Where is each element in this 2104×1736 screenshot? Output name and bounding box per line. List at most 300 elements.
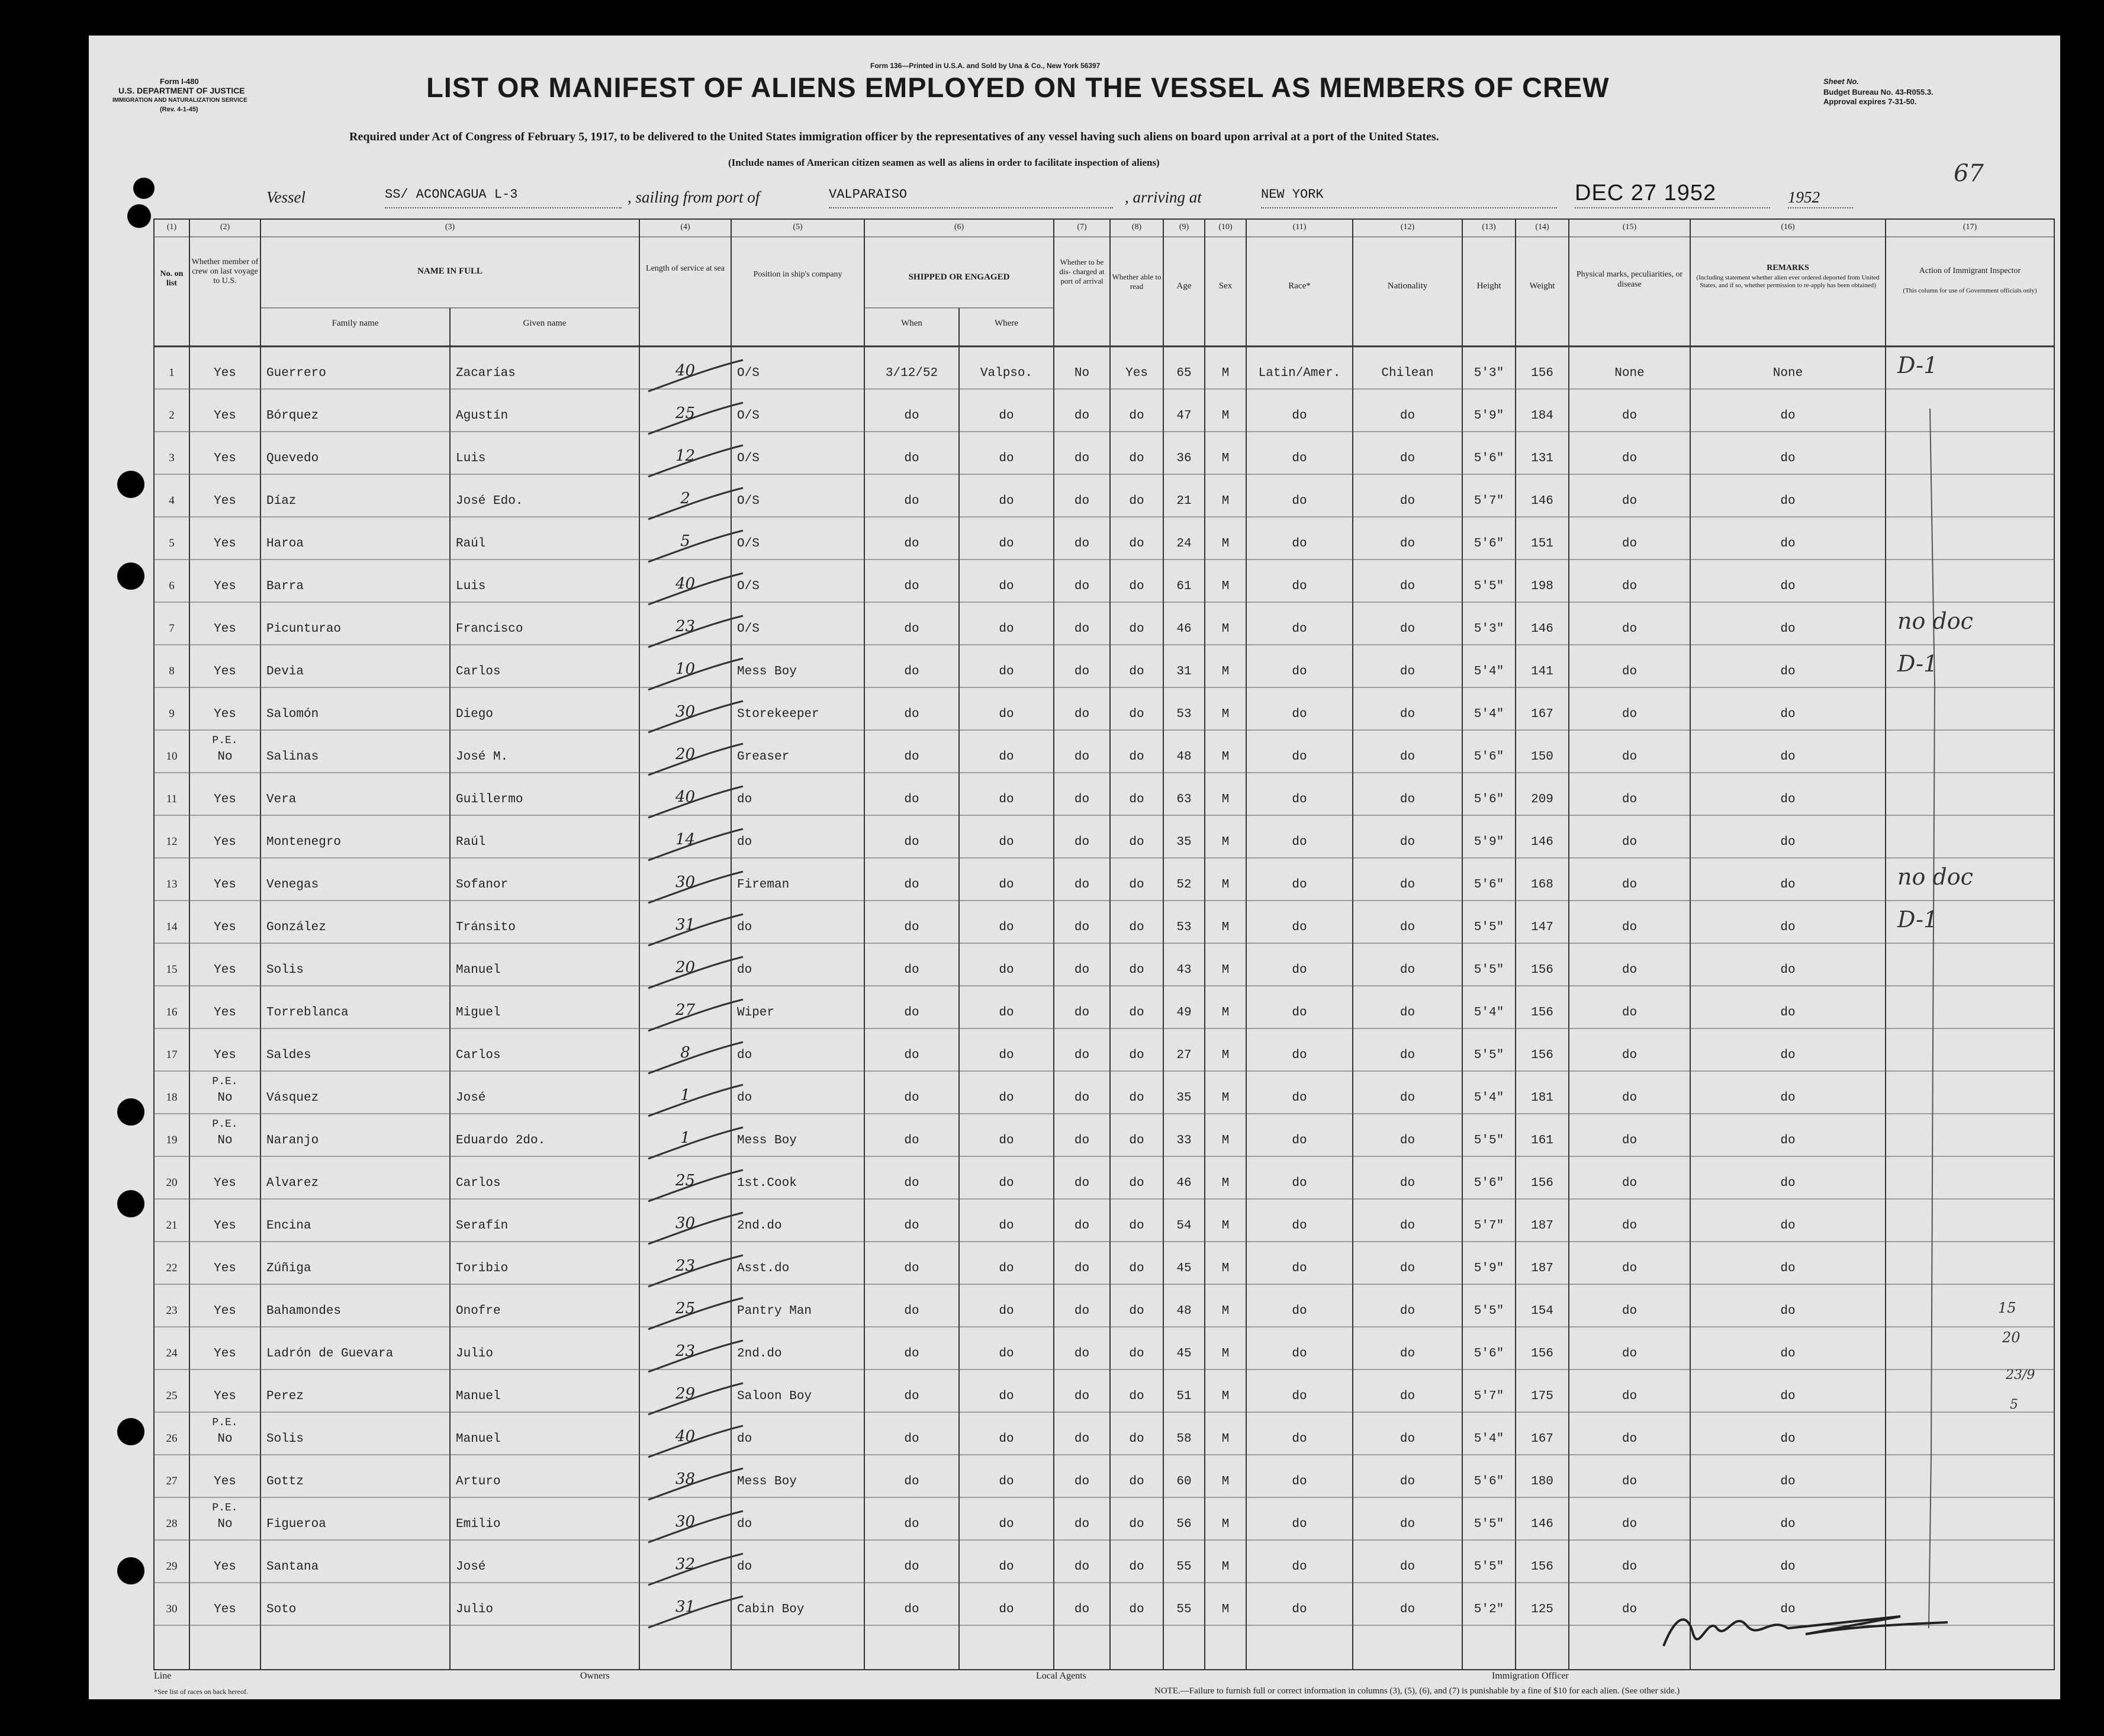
- cell-able-to-read: do: [1129, 1049, 1144, 1062]
- cell-member-last-voyage: Yes: [214, 963, 236, 977]
- punch-hole: [117, 1418, 144, 1445]
- cell-age: 31: [1176, 665, 1192, 679]
- margin-note-23-9: 23/9: [2006, 1368, 2035, 1383]
- cell-physical-marks: do: [1622, 708, 1637, 721]
- cell-physical-marks: do: [1622, 963, 1637, 977]
- cell-weight: 198: [1531, 580, 1553, 593]
- cell-shipped-when: do: [904, 835, 919, 849]
- cell-weight: 146: [1531, 494, 1553, 508]
- cell-nationality: do: [1400, 494, 1415, 508]
- cell-age: 61: [1176, 580, 1192, 593]
- header-family-name: Family name: [332, 319, 379, 328]
- cell-able-to-read: do: [1129, 708, 1144, 721]
- cell-sex: M: [1221, 963, 1230, 977]
- cell-remarks: do: [1780, 1262, 1796, 1275]
- cell-sex: M: [1221, 1518, 1230, 1531]
- cell-shipped-when: do: [904, 537, 919, 551]
- cell-family-name: Devia: [266, 665, 304, 679]
- cell-able-to-read: do: [1129, 835, 1144, 849]
- cell-sex: M: [1221, 1304, 1230, 1318]
- cell-given-name: Sofanor: [456, 878, 509, 892]
- col-num-2: (2): [220, 223, 230, 232]
- col-num-11: (11): [1292, 223, 1307, 232]
- cell-weight: 184: [1531, 409, 1553, 423]
- cell-sex: M: [1221, 1347, 1230, 1361]
- header-nationality: Nationality: [1387, 281, 1428, 291]
- cell-length-of-service: 27: [675, 1001, 696, 1019]
- cell-length-of-service: 30: [675, 1214, 696, 1232]
- cell-weight: 146: [1531, 622, 1553, 636]
- header-remarks-note: (Including statement whether alien ever ordered deported from United States, and if so, whether permission to re-apply has been obtained): [1696, 274, 1880, 289]
- cell-able-to-read: do: [1129, 1134, 1144, 1147]
- cell-length-of-service: 40: [675, 575, 696, 593]
- cell-remarks: do: [1780, 494, 1796, 508]
- cell-discharged: do: [1074, 708, 1090, 721]
- cell-position: Greaser: [737, 750, 790, 764]
- cell-sex: M: [1221, 793, 1230, 806]
- officer-signature: [1652, 1593, 1960, 1664]
- cell-pe-mark: P.E.: [212, 735, 238, 747]
- cell-able-to-read: do: [1129, 580, 1144, 593]
- table-row: [89, 346, 2060, 389]
- cell-position: O/S: [737, 580, 760, 593]
- cell-discharged: do: [1074, 921, 1090, 934]
- cell-remarks: do: [1780, 963, 1796, 977]
- cell-position: 1st.Cook: [737, 1176, 797, 1190]
- cell-given-name: Zacarías: [456, 367, 516, 380]
- cell-remarks: do: [1780, 1134, 1796, 1147]
- cell-race: Latin/Amer.: [1258, 367, 1341, 380]
- cell-shipped-where: do: [999, 921, 1014, 934]
- cell-family-name: Venegas: [266, 878, 319, 892]
- cell-discharged: do: [1074, 1518, 1090, 1531]
- cell-shipped-when: do: [904, 452, 919, 465]
- table-row: [89, 687, 2060, 730]
- cell-member-last-voyage: No: [217, 1518, 233, 1531]
- cell-length-of-service: 31: [675, 916, 696, 934]
- vessel-label: Vessel: [266, 188, 305, 206]
- cell-shipped-when: do: [904, 1518, 919, 1531]
- cell-family-name: Quevedo: [266, 452, 319, 465]
- cell-able-to-read: do: [1129, 750, 1144, 764]
- cell-member-last-voyage: Yes: [214, 1390, 236, 1403]
- table-row: [89, 1327, 2060, 1369]
- cell-nationality: do: [1400, 793, 1415, 806]
- cell-weight: 156: [1531, 367, 1553, 380]
- cell-age: 45: [1176, 1262, 1192, 1275]
- cell-physical-marks: do: [1622, 1603, 1637, 1616]
- table-row: [89, 517, 2060, 560]
- cell-given-name: Eduardo 2do.: [456, 1134, 546, 1147]
- cell-age: 54: [1176, 1219, 1192, 1233]
- cell-shipped-when: do: [904, 1390, 919, 1403]
- cell-discharged: No: [1074, 367, 1090, 380]
- cell-inspector-action: D-1: [1897, 651, 1938, 677]
- cell-length-of-service: 14: [675, 831, 696, 848]
- cell-shipped-when: do: [904, 1432, 919, 1446]
- cell-given-name: José Edo.: [456, 494, 523, 508]
- table-row: [89, 389, 2060, 432]
- cell-discharged: do: [1074, 622, 1090, 636]
- cell-position: Wiper: [737, 1006, 775, 1020]
- cell-physical-marks: do: [1622, 1134, 1637, 1147]
- cell-race: do: [1292, 1262, 1307, 1275]
- cell-race: do: [1292, 1518, 1307, 1531]
- header-length-service: Length of service at sea: [646, 264, 725, 273]
- cell-nationality: do: [1400, 1176, 1415, 1190]
- cell-discharged: do: [1074, 1390, 1090, 1403]
- cell-shipped-where: do: [999, 793, 1014, 806]
- col-num-14: (14): [1535, 223, 1549, 232]
- cell-member-last-voyage: Yes: [214, 1219, 236, 1233]
- margin-note-5: 5: [2010, 1397, 2018, 1412]
- cell-family-name: González: [266, 921, 326, 934]
- cell-sex: M: [1221, 1390, 1230, 1403]
- header-weight: Weight: [1529, 281, 1555, 291]
- cell-row-number: 15: [166, 963, 178, 976]
- cell-shipped-where: do: [999, 835, 1014, 849]
- cell-sex: M: [1221, 1603, 1230, 1616]
- cell-shipped-when: do: [904, 1091, 919, 1105]
- col-num-7: (7): [1077, 223, 1087, 232]
- table-row: [89, 901, 2060, 943]
- cell-shipped-when: do: [904, 1603, 919, 1616]
- col-num-13: (13): [1482, 223, 1496, 232]
- table-row: [89, 1028, 2060, 1071]
- cell-shipped-when: do: [904, 1262, 919, 1275]
- cell-age: 53: [1176, 921, 1192, 934]
- cell-nationality: do: [1400, 580, 1415, 593]
- cell-physical-marks: do: [1622, 750, 1637, 764]
- cell-length-of-service: 25: [675, 1300, 696, 1317]
- cell-weight: 156: [1531, 1560, 1553, 1574]
- cell-row-number: 11: [166, 793, 178, 805]
- cell-shipped-where: do: [999, 750, 1014, 764]
- cell-weight: 131: [1531, 452, 1553, 465]
- cell-shipped-where: do: [999, 622, 1014, 636]
- table-row: [89, 1156, 2060, 1199]
- cell-given-name: Francisco: [456, 622, 523, 636]
- cell-race: do: [1292, 708, 1307, 721]
- table-row: [89, 1284, 2060, 1327]
- cell-discharged: do: [1074, 750, 1090, 764]
- cell-length-of-service: 2: [680, 490, 690, 507]
- cell-length-of-service: 31: [675, 1598, 696, 1616]
- cell-remarks: do: [1780, 708, 1796, 721]
- cell-given-name: Manuel: [456, 963, 501, 977]
- cell-position: Mess Boy: [737, 665, 797, 679]
- length-strike-mark: [642, 1593, 749, 1635]
- cell-shipped-when: do: [904, 1176, 919, 1190]
- cell-height: 5'6": [1474, 793, 1504, 806]
- cell-given-name: José: [456, 1560, 486, 1574]
- cell-family-name: Bahamondes: [266, 1304, 342, 1318]
- header-when: When: [901, 319, 922, 328]
- cell-shipped-where: do: [999, 708, 1014, 721]
- table-row: [89, 560, 2060, 602]
- cell-nationality: do: [1400, 1475, 1415, 1489]
- cell-race: do: [1292, 835, 1307, 849]
- col-num-6: (6): [954, 223, 964, 232]
- header-action-note: (This column for use of Government officials only): [1903, 287, 2037, 294]
- cell-given-name: Toribio: [456, 1262, 509, 1275]
- cell-age: 53: [1176, 708, 1192, 721]
- cell-shipped-where: Valpso.: [980, 367, 1033, 380]
- cell-nationality: do: [1400, 1347, 1415, 1361]
- cell-position: do: [737, 793, 752, 806]
- cell-discharged: do: [1074, 1262, 1090, 1275]
- col-num-4: (4): [680, 223, 690, 232]
- cell-shipped-where: do: [999, 878, 1014, 892]
- cell-discharged: do: [1074, 494, 1090, 508]
- cell-able-to-read: do: [1129, 665, 1144, 679]
- cell-row-number: 12: [166, 835, 178, 848]
- cell-physical-marks: do: [1622, 622, 1637, 636]
- cell-physical-marks: do: [1622, 1219, 1637, 1233]
- cell-position: Mess Boy: [737, 1475, 797, 1489]
- budget-bureau: Budget Bureau No. 43-R055.3.: [1823, 88, 1934, 97]
- cell-nationality: do: [1400, 878, 1415, 892]
- header-given-name: Given name: [523, 319, 567, 328]
- table-row: [89, 474, 2060, 517]
- cell-member-last-voyage: No: [217, 750, 233, 764]
- cell-position: O/S: [737, 367, 760, 380]
- header-where: Where: [995, 319, 1018, 328]
- year: 1952: [1788, 188, 1820, 206]
- cell-physical-marks: do: [1622, 1560, 1637, 1574]
- cell-shipped-where: do: [999, 1347, 1014, 1361]
- cell-physical-marks: do: [1622, 1347, 1637, 1361]
- cell-length-of-service: 20: [675, 745, 696, 763]
- cell-position: Mess Boy: [737, 1134, 797, 1147]
- cell-sex: M: [1221, 1006, 1230, 1020]
- cell-remarks: do: [1780, 1219, 1796, 1233]
- table-row: [89, 773, 2060, 815]
- cell-family-name: Torreblanca: [266, 1006, 349, 1020]
- punch-hole: [117, 471, 144, 498]
- cell-nationality: do: [1400, 835, 1415, 849]
- cell-family-name: Solis: [266, 1432, 304, 1446]
- cell-shipped-where: do: [999, 1390, 1014, 1403]
- cell-family-name: Perez: [266, 1390, 304, 1403]
- cell-discharged: do: [1074, 1475, 1090, 1489]
- cell-height: 5'2": [1474, 1603, 1504, 1616]
- cell-weight: 146: [1531, 1518, 1553, 1531]
- cell-remarks: do: [1780, 1347, 1796, 1361]
- table-row: [89, 1242, 2060, 1284]
- cell-shipped-where: do: [999, 580, 1014, 593]
- cell-shipped-where: do: [999, 1603, 1014, 1616]
- cell-shipped-when: do: [904, 793, 919, 806]
- col-num-8: (8): [1131, 223, 1142, 232]
- cell-weight: 154: [1531, 1304, 1553, 1318]
- cell-sex: M: [1221, 580, 1230, 593]
- cell-inspector-action: no doc: [1897, 608, 1973, 634]
- cell-weight: 141: [1531, 665, 1553, 679]
- cell-weight: 167: [1531, 708, 1553, 721]
- header-name-in-full: NAME IN FULL: [417, 266, 482, 276]
- cell-family-name: Salinas: [266, 750, 319, 764]
- cell-race: do: [1292, 1049, 1307, 1062]
- cell-member-last-voyage: Yes: [214, 494, 236, 508]
- cell-length-of-service: 30: [675, 703, 696, 721]
- cell-given-name: Agustín: [456, 409, 509, 423]
- cell-discharged: do: [1074, 452, 1090, 465]
- sailing-port: VALPARAISO: [829, 187, 908, 202]
- cell-height: 5'3": [1474, 367, 1504, 380]
- cell-physical-marks: do: [1622, 494, 1637, 508]
- footer-local-agents: Local Agents: [1036, 1671, 1086, 1681]
- cell-age: 24: [1176, 537, 1192, 551]
- cell-member-last-voyage: No: [217, 1091, 233, 1105]
- cell-race: do: [1292, 1176, 1307, 1190]
- cell-row-number: 19: [166, 1134, 178, 1146]
- cell-physical-marks: do: [1622, 835, 1637, 849]
- printer-line: Form 136—Printed in U.S.A. and Sold by Una & Co., New York 56397: [870, 62, 1101, 70]
- cell-given-name: Luis: [456, 580, 486, 593]
- cell-shipped-when: do: [904, 1134, 919, 1147]
- cell-given-name: Diego: [456, 708, 494, 721]
- cell-age: 60: [1176, 1475, 1192, 1489]
- cell-age: 46: [1176, 1176, 1192, 1190]
- cell-family-name: Encina: [266, 1219, 311, 1233]
- cell-weight: 187: [1531, 1219, 1553, 1233]
- cell-given-name: José: [456, 1091, 486, 1105]
- cell-remarks: do: [1780, 1603, 1796, 1616]
- cell-inspector-action: no doc: [1897, 864, 1973, 890]
- cell-race: do: [1292, 1347, 1307, 1361]
- cell-length-of-service: 25: [675, 1172, 696, 1190]
- cell-weight: 146: [1531, 835, 1553, 849]
- cell-race: do: [1292, 1006, 1307, 1020]
- cell-length-of-service: 20: [675, 959, 696, 976]
- col-num-9: (9): [1179, 223, 1189, 232]
- cell-nationality: do: [1400, 537, 1415, 551]
- cell-row-number: 21: [166, 1219, 178, 1232]
- cell-physical-marks: do: [1622, 793, 1637, 806]
- cell-race: do: [1292, 1134, 1307, 1147]
- cell-sex: M: [1221, 1134, 1230, 1147]
- cell-remarks: do: [1780, 580, 1796, 593]
- cell-height: 5'7": [1474, 1390, 1504, 1403]
- cell-age: 65: [1176, 367, 1192, 380]
- cell-shipped-where: do: [999, 1176, 1014, 1190]
- cell-race: do: [1292, 537, 1307, 551]
- cell-length-of-service: 5: [680, 532, 690, 550]
- cell-age: 21: [1176, 494, 1192, 508]
- cell-shipped-where: do: [999, 1091, 1014, 1105]
- cell-age: 27: [1176, 1049, 1192, 1062]
- cell-row-number: 5: [169, 537, 175, 549]
- cell-shipped-when: do: [904, 494, 919, 508]
- cell-able-to-read: do: [1129, 409, 1144, 423]
- cell-family-name: Vera: [266, 793, 297, 806]
- cell-physical-marks: do: [1622, 1091, 1637, 1105]
- cell-given-name: Miguel: [456, 1006, 501, 1020]
- cell-family-name: Salomón: [266, 708, 319, 721]
- table-row: [89, 1071, 2060, 1114]
- cell-length-of-service: 30: [675, 873, 696, 891]
- cell-member-last-voyage: Yes: [214, 1347, 236, 1361]
- cell-given-name: Carlos: [456, 1049, 501, 1062]
- cell-length-of-service: 23: [675, 1257, 696, 1275]
- cell-length-of-service: 23: [675, 1342, 696, 1360]
- cell-member-last-voyage: Yes: [214, 580, 236, 593]
- cell-row-number: 23: [166, 1304, 178, 1317]
- cell-able-to-read: do: [1129, 1091, 1144, 1105]
- cell-length-of-service: 40: [675, 362, 696, 380]
- cell-row-number: 25: [166, 1390, 178, 1402]
- cell-position: O/S: [737, 452, 760, 465]
- col-num-17: (17): [1963, 223, 1977, 232]
- cell-age: 49: [1176, 1006, 1192, 1020]
- cell-remarks: do: [1780, 750, 1796, 764]
- cell-given-name: Guillermo: [456, 793, 523, 806]
- cell-position: Pantry Man: [737, 1304, 812, 1318]
- cell-weight: 167: [1531, 1432, 1553, 1446]
- cell-length-of-service: 1: [680, 1129, 690, 1147]
- cell-discharged: do: [1074, 878, 1090, 892]
- cell-able-to-read: do: [1129, 537, 1144, 551]
- cell-sex: M: [1221, 367, 1230, 380]
- service: IMMIGRATION AND NATURALIZATION SERVICE: [112, 97, 247, 104]
- cell-physical-marks: do: [1622, 1262, 1637, 1275]
- cell-able-to-read: do: [1129, 452, 1144, 465]
- cell-row-number: 2: [169, 409, 175, 422]
- cell-age: 45: [1176, 1347, 1192, 1361]
- cell-position: O/S: [737, 537, 760, 551]
- punch-hole: [117, 562, 144, 590]
- cell-family-name: Montenegro: [266, 835, 342, 849]
- cell-sex: M: [1221, 452, 1230, 465]
- cell-physical-marks: do: [1622, 409, 1637, 423]
- cell-physical-marks: do: [1622, 1176, 1637, 1190]
- cell-shipped-when: do: [904, 1219, 919, 1233]
- cell-discharged: do: [1074, 537, 1090, 551]
- cell-given-name: Carlos: [456, 1176, 501, 1190]
- cell-sex: M: [1221, 1432, 1230, 1446]
- cell-length-of-service: 1: [680, 1086, 690, 1104]
- header-shipped-engaged: SHIPPED OR ENGAGED: [908, 272, 1010, 282]
- cell-family-name: Gottz: [266, 1475, 304, 1489]
- cell-member-last-voyage: Yes: [214, 1304, 236, 1318]
- cell-able-to-read: do: [1129, 1603, 1144, 1616]
- cell-position: 2nd.do: [737, 1219, 782, 1233]
- cell-inspector-action: D-1: [1897, 352, 1938, 378]
- header-no-on-list: No. on list: [160, 269, 184, 288]
- table-row: [89, 815, 2060, 858]
- cell-sex: M: [1221, 1262, 1230, 1275]
- cell-race: do: [1292, 1603, 1307, 1616]
- cell-weight: 151: [1531, 537, 1553, 551]
- cell-position: 2nd.do: [737, 1347, 782, 1361]
- header-position: Position in ship's company: [753, 270, 842, 279]
- cell-physical-marks: do: [1622, 921, 1637, 934]
- cell-race: do: [1292, 580, 1307, 593]
- cell-shipped-when: 3/12/52: [885, 367, 938, 380]
- cell-shipped-where: do: [999, 963, 1014, 977]
- table-row: [89, 432, 2060, 474]
- cell-age: 46: [1176, 622, 1192, 636]
- subtitle: Required under Act of Congress of February 5, 1917, to be delivered to the United States immigration officer by the representatives of any vessel having such aliens on board upon arrival at a port of the United States.: [349, 130, 1439, 143]
- cell-length-of-service: 40: [675, 788, 696, 806]
- table-row: [89, 943, 2060, 986]
- cell-physical-marks: do: [1622, 537, 1637, 551]
- cell-shipped-where: do: [999, 1262, 1014, 1275]
- cell-member-last-voyage: Yes: [214, 1049, 236, 1062]
- cell-remarks: do: [1780, 665, 1796, 679]
- cell-remarks: do: [1780, 1304, 1796, 1318]
